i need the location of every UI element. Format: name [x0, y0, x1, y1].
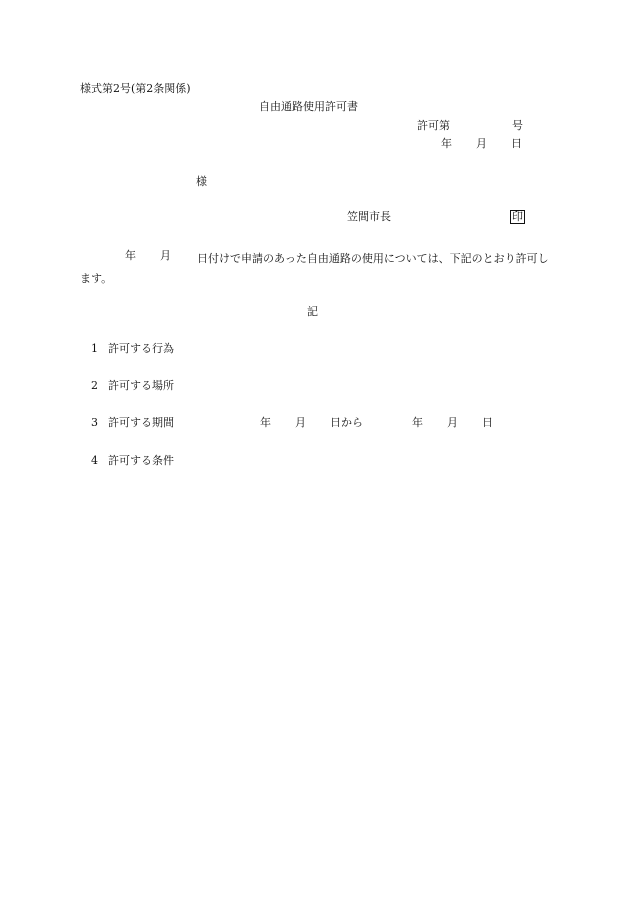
item-number-1: 1 [91, 342, 98, 355]
issuer-seal [510, 210, 525, 224]
body-paragraph: 日付けで申請のあった自由通路の使用については、下記のとおり許可します。 [80, 252, 549, 285]
body-year: 年 [125, 249, 136, 262]
permit-number-prefix: 許可第 [417, 119, 450, 132]
item-label-2: 許可する場所 [108, 379, 174, 392]
body-month: 月 [160, 249, 171, 262]
issue-date-day: 日 [511, 137, 522, 150]
item-number-2: 2 [91, 379, 98, 392]
period-from-day: 日から [330, 416, 363, 429]
ki-heading: 記 [307, 305, 318, 318]
form-number: 様式第2号(第2条関係) [80, 82, 191, 95]
item-label-3: 許可する期間 [108, 416, 174, 429]
period-to-month: 月 [447, 416, 458, 429]
issue-date-month: 月 [476, 137, 487, 150]
item-number-4: 4 [91, 454, 98, 467]
permit-number-suffix: 号 [512, 119, 523, 132]
issue-date-year: 年 [441, 137, 452, 150]
item-label-1: 許可する行為 [108, 342, 174, 355]
seal-box: 印 [512, 210, 523, 223]
document-title: 自由通路使用許可書 [259, 100, 358, 113]
period-from-year: 年 [260, 416, 271, 429]
issuer-title: 笠間市長 [347, 210, 391, 223]
addressee-suffix: 様 [196, 175, 207, 188]
item-number-3: 3 [91, 416, 98, 429]
period-from-month: 月 [295, 416, 306, 429]
item-label-4: 許可する条件 [108, 454, 174, 467]
period-to-year: 年 [412, 416, 423, 429]
period-to-day: 日 [482, 416, 493, 429]
